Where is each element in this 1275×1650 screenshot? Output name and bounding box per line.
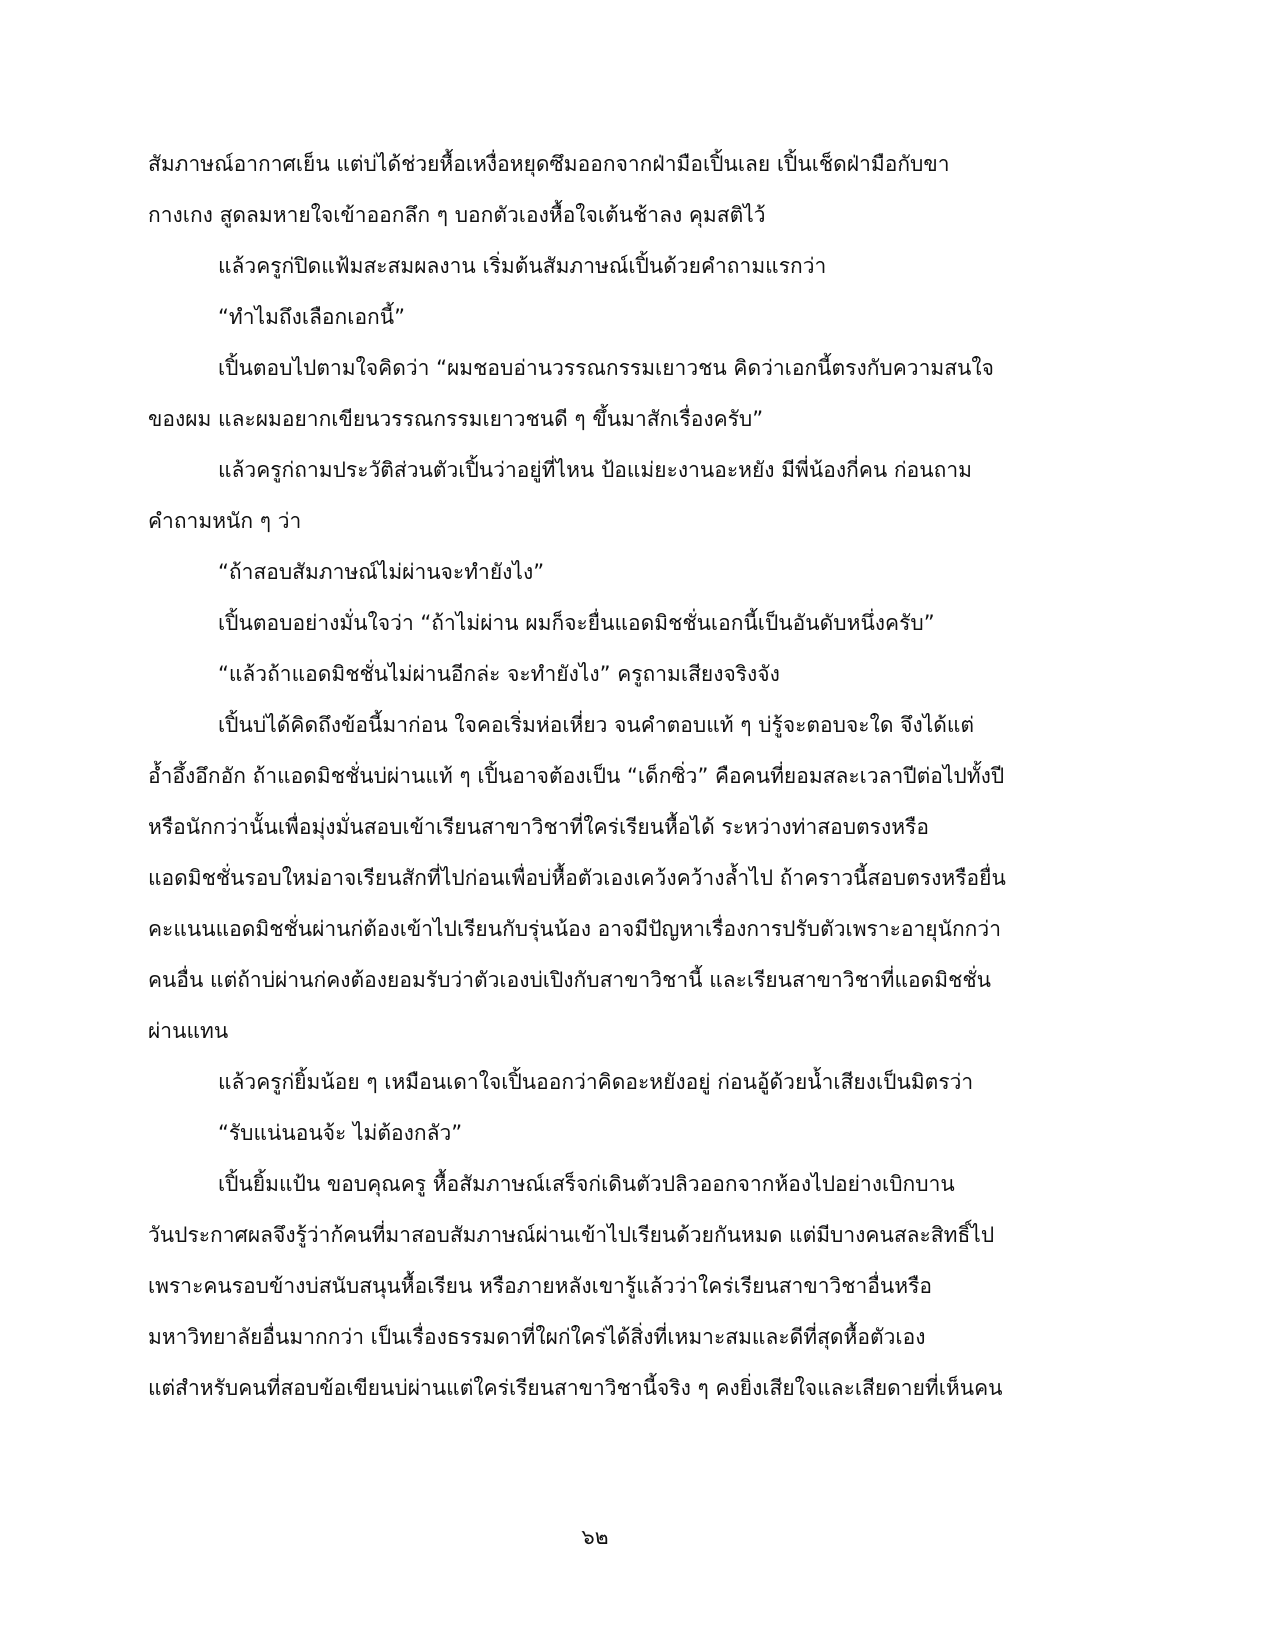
text-line: ผ่านแทน (148, 1019, 229, 1043)
text-line: เพราะคนรอบข้างบ่สนับสนุนหื้อเรียน หรือภายหลังเขารู้แล้วว่าใคร่เรียนสาขาวิชาอื่นหรือ (148, 1274, 933, 1298)
text-line: “รับแน่นอนจ้ะ ไม่ต้องกลัว” (218, 1121, 463, 1145)
text-line: วันประกาศผลจึงรู้ว่าก้คนที่มาสอบสัมภาษณ์ผ่านเข้าไปเรียนด้วยกันหมด แต่มีบางคนสละสิทธิ์ไป (148, 1223, 995, 1247)
text-line: คำถามหนัก ๆ ว่า (148, 509, 302, 533)
text-line: “ทำไมถึงเลือกเอกนี้” (218, 305, 406, 329)
text-line: แล้วครูก่ยิ้มน้อย ๆ เหมือนเดาใจเปิ้นออกว่าคิดอะหยังอยู่ ก่อนอู้ด้วยน้ำเสียงเป็นมิตรว่า (218, 1070, 974, 1094)
text-line: แต่สำหรับคนที่สอบข้อเขียนบ่ผ่านแต่ใคร่เรียนสาขาวิชานี้จริง ๆ คงยิ่งเสียใจและเสียดายที่เห็นคน (148, 1376, 1003, 1400)
text-line: แล้วครูก่ปิดแฟ้มสะสมผลงาน เริ่มต้นสัมภาษณ์เปิ้นด้วยคำถามแรกว่า (218, 254, 827, 278)
text-line: คะแนนแอดมิชชั่นผ่านก่ต้องเข้าไปเรียนกับรุ่นน้อง อาจมีปัญหาเรื่องการปรับตัวเพราะอายุนักกว่า (148, 917, 1001, 941)
text-line: คนอื่น แต่ถ้าบ่ผ่านก่คงต้องยอมรับว่าตัวเองบ่เปิงกับสาขาวิชานี้ และเรียนสาขาวิชาที่แอดมิชชั่น (148, 968, 991, 992)
text-line: กางเกง สูดลมหายใจเข้าออกลึก ๆ บอกตัวเองหื้อใจเต้นช้าลง คุมสติไว้ (148, 203, 766, 227)
text-line: แล้วครูก่ถามประวัติส่วนตัวเปิ้นว่าอยู่ที่ไหน ป้อแม่ยะงานอะหยัง มีพี่น้องกี่คน ก่อนถาม (218, 458, 972, 482)
page-number: ๖๒ (581, 1525, 609, 1549)
text-line: มหาวิทยาลัยอื่นมากกว่า เป็นเรื่องธรรมดาที่ใผก่ใคร่ได้สิ่งที่เหมาะสมและดีที่สุดหื้อตัวเอง (148, 1325, 926, 1349)
text-line: เปิ้นยิ้มแป้น ขอบคุณครู หื้อสัมภาษณ์เสร็จก่เดินตัวปลิวออกจากห้องไปอย่างเบิกบาน (218, 1172, 955, 1196)
text-line: แอดมิชชั่นรอบใหม่อาจเรียนสักที่ไปก่อนเพื่อบ่หื้อตัวเองเคว้งคว้างล้ำไป ถ้าคราวนี้สอบตรงหรือยื่น (148, 866, 1006, 890)
text-line: “แล้วถ้าแอดมิชชั่นไม่ผ่านอีกล่ะ จะทำยังไง” ครูถามเสียงจริงจัง (218, 662, 780, 686)
text-line: เปิ้นตอบไปตามใจคิดว่า “ผมชอบอ่านวรรณกรรมเยาวชน คิดว่าเอกนี้ตรงกับความสนใจ (218, 356, 994, 380)
text-line: ของผม และผมอยากเขียนวรรณกรรมเยาวชนดี ๆ ขึ้นมาสักเรื่องครับ” (148, 407, 764, 431)
text-line: อ้ำอึ้งอึกอัก ถ้าแอดมิชชั่นบ่ผ่านแท้ ๆ เปิ้นอาจต้องเป็น “เด็กซิ่ว” คือคนที่ยอมสละเวลาปีต่อไปทั้งปี (148, 764, 1005, 788)
text-line: “ถ้าสอบสัมภาษณ์ไม่ผ่านจะทำยังไง” (218, 560, 545, 584)
text-line: หรือนักกว่านั้นเพื่อมุ่งมั่นสอบเข้าเรียนสาขาวิชาที่ใคร่เรียนหื้อได้ ระหว่างท่าสอบตรงหรือ (148, 815, 929, 839)
text-line: เปิ้นตอบอย่างมั่นใจว่า “ถ้าไม่ผ่าน ผมก็จะยื่นแอดมิชชั่นเอกนี้เป็นอันดับหนึ่งครับ” (218, 611, 935, 635)
text-line: สัมภาษณ์อากาศเย็น แต่บ่ได้ช่วยหื้อเหงื่อหยุดซึมออกจากฝ่ามือเปิ้นเลย เปิ้นเช็ดฝ่ามือกับขา (148, 152, 950, 176)
text-line: เปิ้นบ่ได้คิดถึงข้อนี้มาก่อน ใจคอเริ่มห่อเหี่ยว จนคำตอบแท้ ๆ บ่รู้จะตอบจะใด จึงได้แต่ (218, 713, 975, 737)
